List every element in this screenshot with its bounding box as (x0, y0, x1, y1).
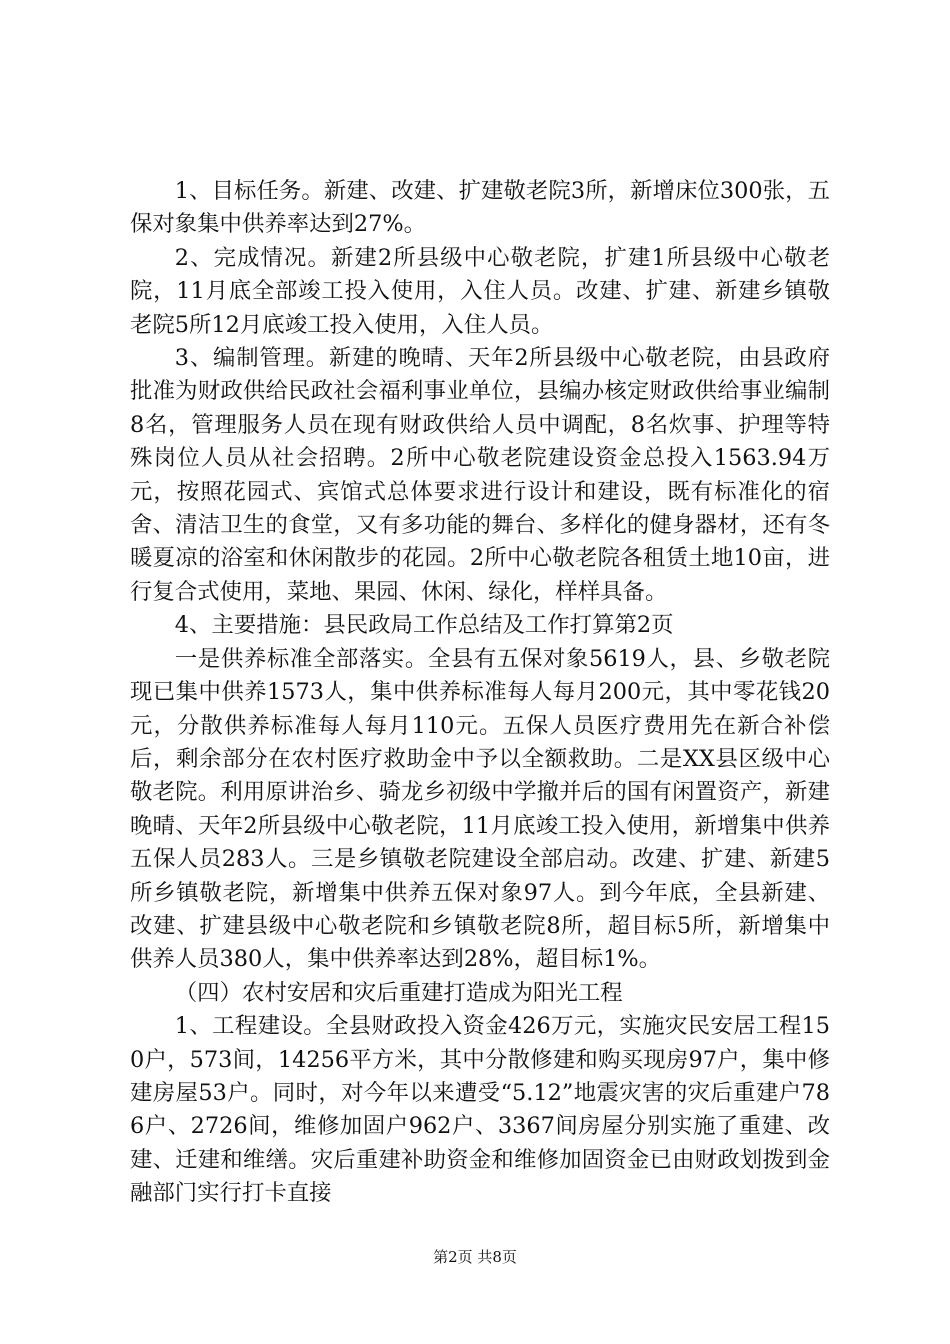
paragraph-main-measures-detail: 一是供养标准全部落实。全县有五保对象5619人，县、乡敬老院现已集中供养1573人，集中供养标准每人每月200元，其中零花钱20元，分散供养标准每人每月110元。五保人员医疗费用先在新合补偿后，剩余部分在农村医疗救助金中予以全额救助。二是XX县区级中心敬老院。利用原讲治乡、骑龙乡初级中学撤并后的国有闲置资产，新建晚晴、天年2所县级中心敬老院，11月底竣工投入使用，新增集中供养五保人员283人。三是乡镇敬老院建设全部启动。改建、扩建、新建5所乡镇敬老院，新增集中供养五保对象97人。到今年底，全县新建、改建、扩建县级中心敬老院和乡镇敬老院8所，超目标5所，新增集中供养人员380人，集中供养率达到28%，超目标1%。 (130, 645, 830, 973)
document-body (130, 175, 830, 1211)
paragraph-main-measures-heading: 4、主要措施：县民政局工作总结及工作打算第2页 (174, 612, 674, 639)
paragraph-staffing-management: 3、编制管理。新建的晚晴、天年2所县级中心敬老院，由县政府批准为财政供给民政社会福利事业单位，县编办核定财政供给事业编制8名，管理服务人员在现有财政供给人员中调配，8名炊事、护理等特殊岗位人员从社会招聘。2所中心敬老院建设资金总投入1563.94万元，按照花园式、宾馆式总体要求进行设计和建设，既有标准化的宿舍、清洁卫生的食堂，又有多功能的舞台、多样化的健身器材，还有冬暖夏凉的浴室和休闲散步的花园。2所中心敬老院各租赁土地10亩，进行复合式使用，菜地、果园、休闲、绿化，样样具备。 (130, 345, 830, 605)
page-number-label: 第2页 共8页 (433, 1248, 517, 1266)
paragraph-completion-status: 2、完成情况。新建2所县级中心敬老院，扩建1所县级中心敬老院，11月底全部竣工投入使用，入住人员。改建、扩建、新建乡镇敬老院5所12月底竣工投入使用，入住人员。 (130, 244, 830, 338)
paragraph-project-construction: 1、工程建设。全县财政投入资金426万元，实施灾民安居工程150户，573间，14256平方米，其中分散修建和购买现房97户，集中修建房屋53户。同时，对今年以来遭受“5.12”地震灾害的灾后重建户786户、2726间，维修加固户962户、3367间房屋分别实施了重建、改建、迁建和维缮。灾后重建补助资金和维修加固资金已由财政划拨到金融部门实行打卡直接 (130, 1013, 830, 1207)
section-heading-rural-housing: （四）农村安居和灾后重建打造成为阳光工程 (174, 979, 623, 1006)
page-footer (0, 1247, 950, 1267)
paragraph-target-task: 1、目标任务。新建、改建、扩建敬老院3所，新增床位300张，五保对象集中供养率达到27%。 (130, 178, 830, 238)
